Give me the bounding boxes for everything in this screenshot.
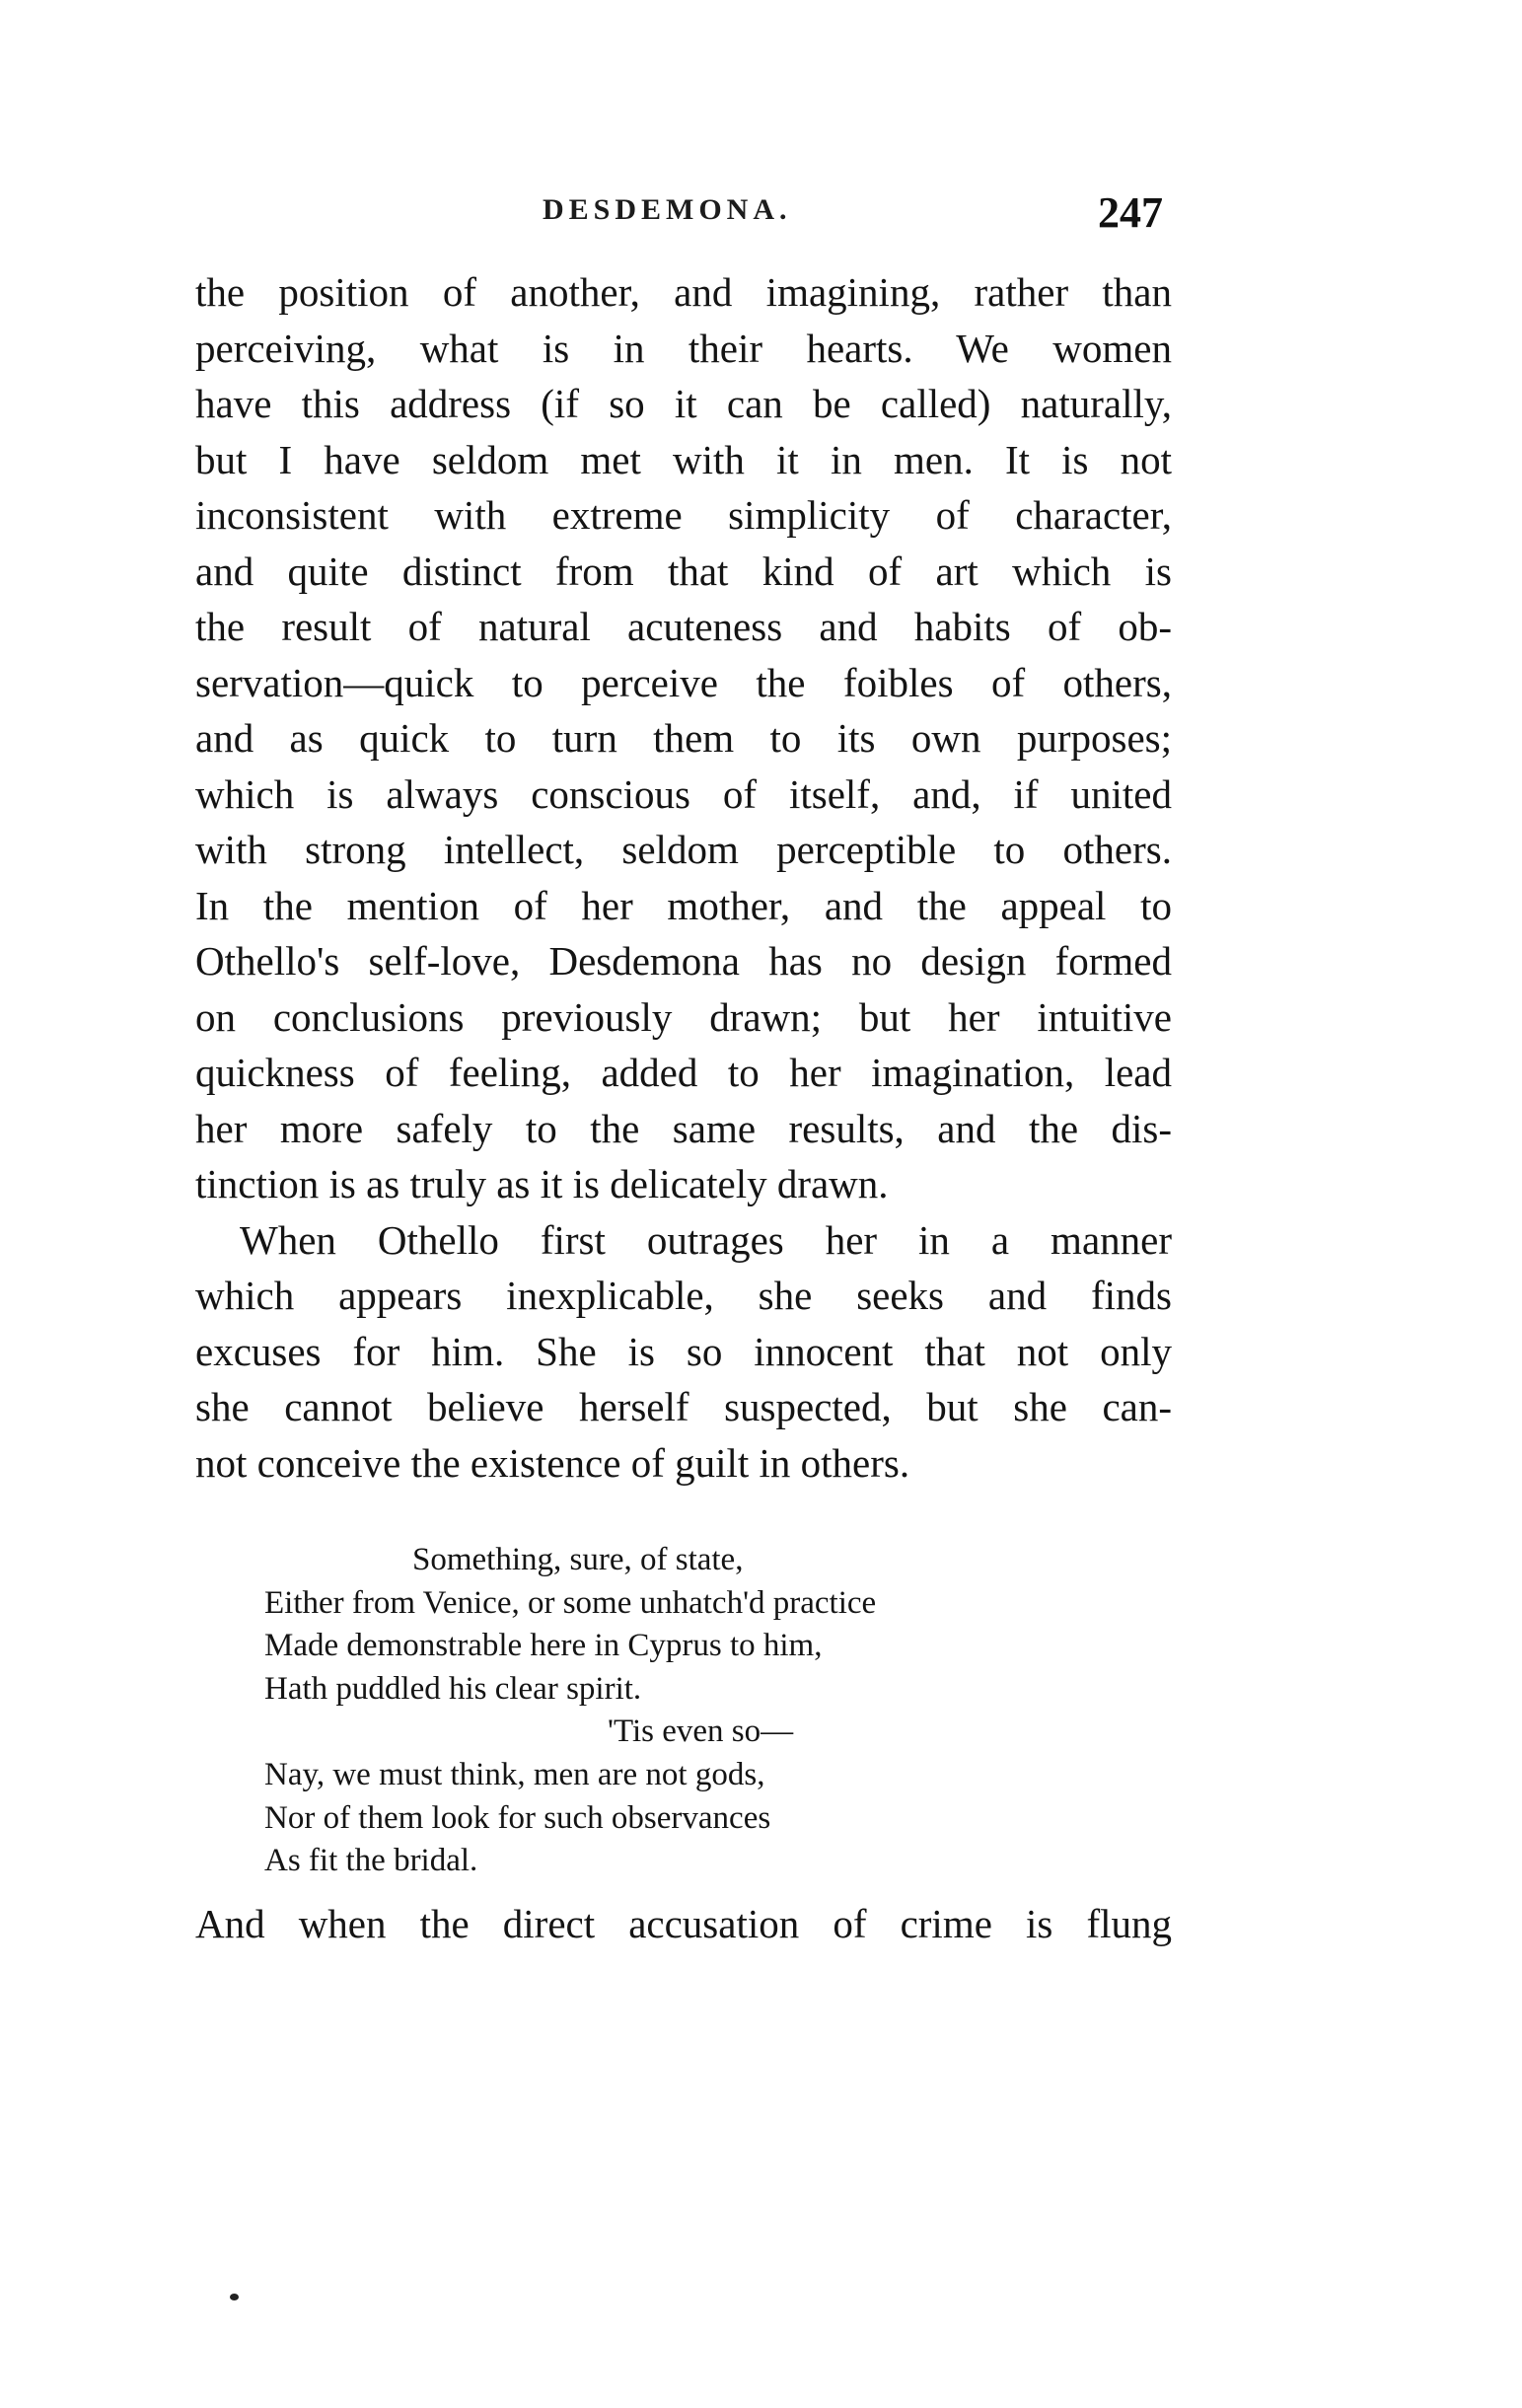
text-line: and quite distinct from that kind of art which is [195,547,1172,594]
text-line: which appears inexplicable, she seeks and finds [195,1273,1172,1318]
text-line: with strong intellect, seldom perceptible to others. [195,827,1172,872]
text-line: her more safely to the same results, and the dis- [195,1105,1172,1151]
running-head [195,188,1167,237]
text-line: the position of another, and imagining, rather than [195,269,1172,315]
text-line: have this address (if so it can be called) naturally, [195,381,1172,426]
text-line: and as quick to turn them to its own purposes; [195,715,1172,761]
text-line: perceiving, what is in their hearts. We women [195,325,1172,371]
text-line: tinction is as truly as it is delicately drawn. [195,1161,889,1206]
paragraph-1 [195,264,1172,1212]
verse-line: As fit the bridal. [264,1843,478,1879]
text-line: excuses for him. She is so innocent that not only [195,1328,1172,1374]
verse-line: Nay, we must think, men are not gods, [264,1756,765,1792]
verse-line: Made demonstrable here in Cyprus to him, [264,1628,823,1664]
text-line: inconsistent with extreme simplicity of character, [195,492,1172,538]
continuation-paragraph [195,1896,1172,1952]
running-title: DESDEMONA. [543,193,792,226]
text-line: In the mention of her mother, and the appeal to [195,882,1172,928]
text-line: not conceive the existence of guilt in others. [195,1439,910,1486]
text-line: she cannot believe herself suspected, but she can- [195,1384,1172,1429]
verse-line: 'Tis even so— [608,1714,794,1750]
verse-line: Nor of them look for such observances [264,1799,771,1836]
text-line: quickness of feeling, added to her imagination, lead [195,1050,1172,1095]
verse-line: Either from Venice, or some unhatch'd practice [264,1584,877,1621]
verse-line: Something, sure, of state, [412,1542,744,1577]
ink-speck [230,2294,239,2300]
text-line: on conclusions previously drawn; but her intuitive [195,993,1172,1040]
verse-line: Hath puddled his clear spirit. [264,1670,642,1707]
text-line: which is always conscious of itself, and, if united [195,770,1172,817]
text-line: but I have seldom met with it in men. It is not [195,436,1172,482]
verse-quotation [264,1539,1014,1883]
text-line: And when the direct accusation of crime is flung [195,1901,1172,1946]
body-text [195,264,1172,1491]
text-line: servation—quick to perceive the foibles of others, [195,659,1172,705]
text-line: When Othello first outrages her in a manner [240,1216,1172,1263]
paragraph-2 [195,1212,1172,1492]
text-line: the result of natural acuteness and habits of ob- [195,604,1172,649]
text-line: Othello's self-love, Desdemona has no design formed [195,938,1172,984]
page-number: 247 [1098,188,1163,237]
